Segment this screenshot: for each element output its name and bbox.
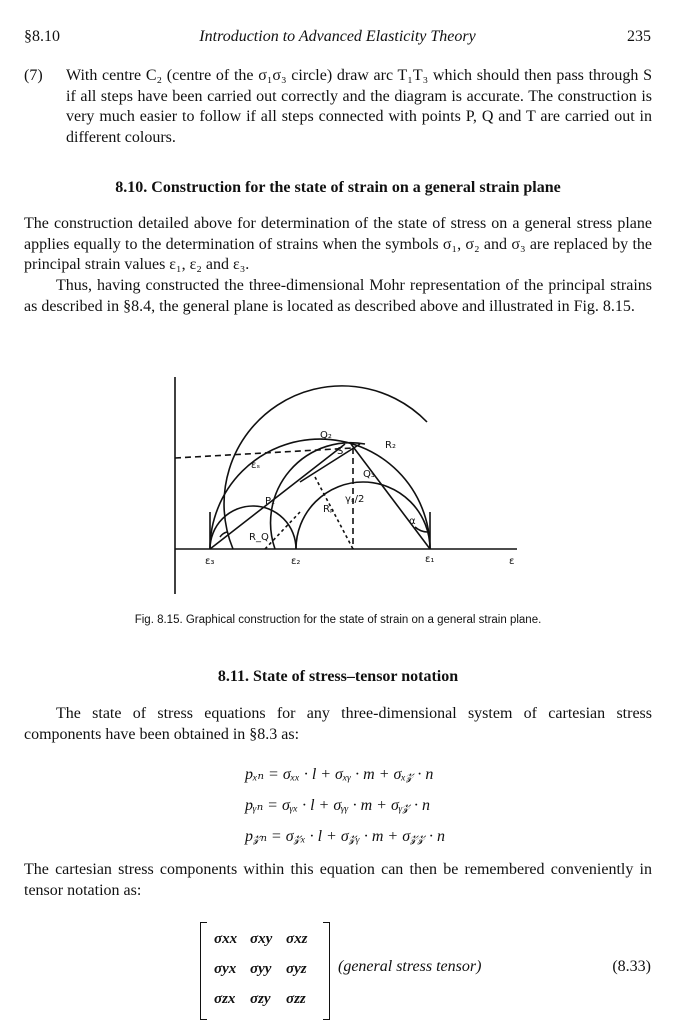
tensor-table bbox=[214, 924, 322, 1014]
paragraph: The state of stress equations for any three-dimensional system of cartesian stress components have been obtained in §8.3 as: bbox=[24, 705, 652, 743]
label-r2: R₂ bbox=[385, 440, 396, 451]
label-eps-s: εₛ bbox=[251, 460, 261, 471]
label-eps2: ε₂ bbox=[291, 556, 301, 567]
section-heading-8-11: 8.11. State of stress–tensor notation bbox=[217, 668, 459, 685]
tensor-cell: σyy bbox=[250, 960, 272, 977]
label-q2: Q₂ bbox=[320, 430, 332, 441]
figure-caption: Fig. 8.15. Graphical construction for the state of strain on a general strain plane. bbox=[134, 614, 542, 626]
tensor-cell: σyz bbox=[286, 960, 307, 977]
running-header bbox=[24, 28, 651, 50]
paragraph: The cartesian stress components within this equation can then be remembered conveniently in tensor notation as: bbox=[24, 861, 652, 899]
equation-number: (8.33) bbox=[612, 958, 651, 975]
label-eps: ε bbox=[509, 556, 515, 567]
tensor-cell: σzx bbox=[214, 990, 236, 1007]
mohr-circle-1-3 bbox=[210, 439, 430, 549]
tensor-cell: σxy bbox=[250, 930, 273, 947]
step-text: With centre C₂ (centre of the σ₁σ₃ circle) draw arc T₁T₃ which should then pass through S if all steps have been carried out correctly and the diagram is accurate. The construction is very much easier to follow if all steps connected with points P, Q and T are carried out in different colours. bbox=[66, 67, 652, 146]
label-q3: Q₃ bbox=[363, 469, 375, 480]
label-eps1: ε₁ bbox=[425, 554, 435, 565]
line-e3-s bbox=[210, 444, 345, 549]
page-number: 235 bbox=[627, 28, 651, 45]
tensor-cell: σyx bbox=[214, 960, 237, 977]
tensor-cell: σzz bbox=[286, 990, 306, 1007]
paragraph: Thus, having constructed the three-dimensional Mohr representation of the principal strains as described in §8.4, the general plane is located as described above and illustrated in Fig. 8.15. bbox=[24, 277, 652, 315]
label-gamma: γₛ/2 bbox=[345, 494, 365, 505]
bracket-right bbox=[323, 922, 330, 1020]
mohr-strain-diagram bbox=[165, 372, 535, 604]
header-section: §8.10 bbox=[24, 28, 60, 45]
equation-3: p𝓏ₙ = σ𝓏ₓ · l + σ𝓏ᵧ · m + σ𝓏𝓏 · n bbox=[245, 828, 445, 845]
label-eps3: ε₃ bbox=[205, 556, 215, 567]
section-heading-8-10: 8.10. Construction for the state of strain on a general strain plane bbox=[115, 179, 561, 196]
label-p1: P₁ bbox=[265, 496, 276, 507]
tensor-cell: σxx bbox=[214, 930, 238, 947]
label-alpha: α bbox=[409, 516, 416, 527]
tensor-label: (general stress tensor) bbox=[338, 958, 482, 975]
step-7 bbox=[24, 66, 652, 148]
label-rq: R_Q bbox=[249, 532, 269, 543]
label-s: S bbox=[337, 446, 344, 457]
tensor-cell: σzy bbox=[250, 990, 271, 1007]
header-title: Introduction to Advanced Elasticity Theory bbox=[199, 28, 476, 45]
equation-1: pₓₙ = σₓₓ · l + σₓᵧ · m + σₓ𝓏 · n bbox=[245, 766, 434, 783]
paragraph: The construction detailed above for determination of the state of stress on a general stress plane applies equally to the determination of strains when the symbols σ₁, σ₂ and σ₃ are replaced by the principal strain values ε₁, ε₂ and ε₃. bbox=[24, 215, 652, 273]
tensor-cell: σxz bbox=[286, 930, 308, 947]
step-number: (7) bbox=[24, 67, 43, 84]
equation-2: pᵧₙ = σᵧₓ · l + σᵧᵧ · m + σᵧ𝓏 · n bbox=[245, 797, 430, 814]
bracket-left bbox=[200, 922, 207, 1020]
stress-tensor-matrix bbox=[200, 922, 330, 1018]
label-rp: Rₚ bbox=[323, 504, 335, 515]
dashed-eps-s bbox=[175, 448, 353, 458]
